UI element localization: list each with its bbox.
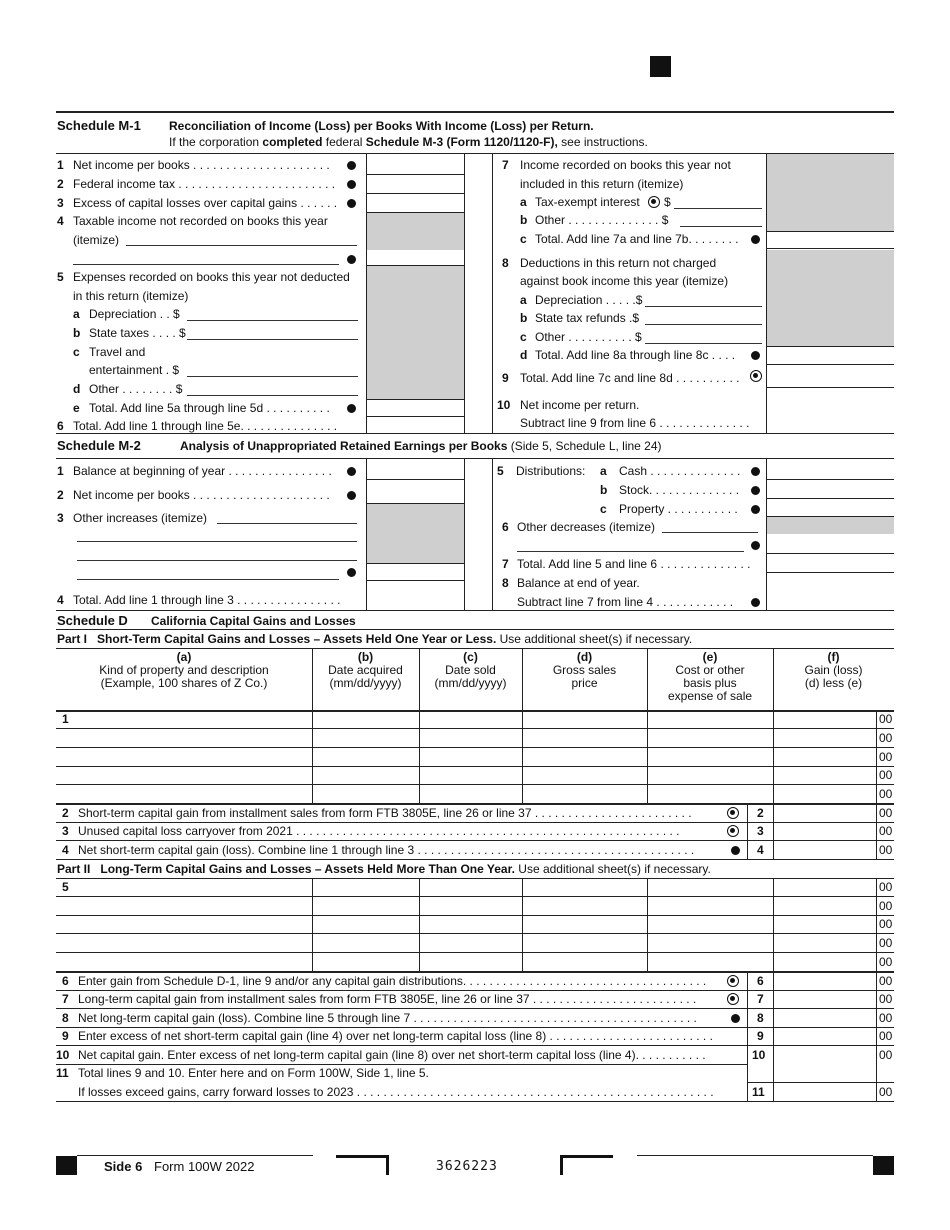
d-line8-num: 8	[62, 1011, 69, 1025]
m2-line8-num: 8	[502, 576, 509, 590]
m1-line5d-label: Other . . . . . . . . $	[89, 382, 183, 396]
d-p1-row-rule-3	[56, 766, 894, 767]
d-col-e-header: (e) Cost or other basis plus expense of sale	[667, 650, 753, 703]
d-line3-cents: 00	[879, 824, 893, 838]
m1-line8c-letter: c	[520, 330, 527, 344]
d-heading: California Capital Gains and Losses	[151, 614, 356, 628]
m1-line5e-label: Total. Add line 5a through line 5d . . . . . . . . . .	[89, 401, 330, 415]
d-line11-num-top	[748, 1082, 894, 1083]
m1-line1-box	[367, 174, 464, 175]
d-col-d-header: (d) Gross sales price	[552, 650, 617, 690]
m1-line5b-letter: b	[73, 326, 81, 340]
d-p1-cents-5: 00	[879, 787, 893, 801]
footer-bracket-right	[560, 1155, 613, 1175]
m1-line5e-bullet	[347, 404, 356, 413]
m1-line5a-letter: a	[73, 307, 80, 321]
d-line9-box-num: 9	[757, 1029, 764, 1043]
m1-bottom-rule	[56, 433, 894, 434]
m2-line2-label: Net income per books . . . . . . . . . . . . . . . . . . . . .	[73, 488, 330, 502]
m2-line5b-letter: b	[600, 483, 608, 497]
d-line7-num: 7	[62, 992, 69, 1006]
d-col-c-header: (c) Date sold (mm/dd/yyyy)	[434, 650, 507, 690]
m2-line5c-bullet	[751, 505, 760, 514]
m1-line3-bullet	[347, 199, 356, 208]
d-line1-num: 1	[62, 712, 69, 726]
m2-line3-field2[interactable]	[77, 541, 357, 542]
m2-heading: Analysis of Unappropriated Retained Earnings per Books (Side 5, Schedule L, line 24)	[180, 439, 662, 453]
m1-line3-box	[367, 212, 464, 213]
m1-divider-b	[464, 153, 465, 433]
d-line6-box-num: 6	[757, 974, 764, 988]
m1-line6-num: 6	[57, 419, 64, 433]
m2-line6-box	[767, 553, 894, 554]
d-line10-label: Net capital gain. Enter excess of net long-term capital gain (line 8) over net short-term capital loss (line 4). . . . . . . . . . .	[78, 1048, 706, 1062]
m1-line8-label: Deductions in this return not charged	[520, 256, 717, 270]
m1-line1-bullet	[347, 161, 356, 170]
m1-line5e-box	[367, 416, 464, 417]
d-line11-box-num: 11	[752, 1085, 765, 1099]
d-line7-ring-icon	[727, 993, 739, 1005]
d-bottom-rule	[56, 1101, 894, 1102]
d-p2-div-d	[522, 878, 523, 971]
m2-line7-num: 7	[502, 557, 509, 571]
m2-line7-box	[767, 572, 894, 573]
m1-line7b-field[interactable]	[680, 226, 762, 227]
m1-line10-num: 10	[497, 398, 511, 412]
footer-mark-left	[56, 1156, 77, 1175]
d-p1-num-col-left	[747, 803, 748, 859]
d-line4-rule	[56, 859, 894, 860]
m1-line9-box	[767, 387, 894, 388]
d-hdr-div-e	[647, 648, 648, 710]
d-line11-num: 11	[56, 1066, 69, 1080]
m2-line5c-letter: c	[600, 502, 607, 516]
m1-line9-ring-icon	[750, 370, 762, 382]
m2-line3-box-top	[367, 563, 464, 564]
m2-line5-num: 5	[497, 464, 504, 478]
m1-line1-num: 1	[57, 158, 64, 172]
d-line10-cents: 00	[879, 1048, 893, 1062]
d-hdr-div-b	[312, 648, 313, 710]
m2-divider-d	[766, 458, 767, 610]
d-p2-cents-5: 00	[879, 955, 893, 969]
d-p2-div-b	[312, 878, 313, 971]
d-line8-bullet	[731, 1014, 740, 1023]
d-part2-header: Part II Long-Term Capital Gains and Losses – Assets Held More Than One Year. Use additional sheet(s) if necessary.	[57, 862, 711, 876]
m2-line8-bullet	[751, 598, 760, 607]
d-line11-label2: If losses exceed gains, carry forward losses to 2023 . . . . . . . . . . . . . . . . . . . . . . . . . . . . . . . . . . . . . . . . . . . . . . . . . . . . . .	[78, 1085, 714, 1099]
d-line8-label: Net long-term capital gain (loss). Combine line 5 through line 7 . . . . . . . . . . . . . . . . . . . . . . . . . . . . . . . . . . . . . . . . . . .	[78, 1011, 697, 1025]
d-p2-cents-2: 00	[879, 899, 893, 913]
m2-line1-bullet	[347, 467, 356, 476]
d-p1-div-d	[522, 710, 523, 803]
d-line2-cents: 00	[879, 806, 893, 820]
d-line2-label: Short-term capital gain from installment sales from form FTB 3805E, line 26 or line 37 . . . . . . . . . . . . . . . . . . . . . . . .	[78, 806, 692, 820]
d-line2-box-num: 2	[757, 806, 764, 820]
m2-line1-label: Balance at beginning of year . . . . . . . . . . . . . . . .	[73, 464, 332, 478]
m2-divider-c	[492, 458, 493, 610]
d-line4-num: 4	[62, 843, 69, 857]
d-p1-cents-2: 00	[879, 731, 893, 745]
footer-rule-right	[637, 1155, 873, 1156]
m1-line8d-letter: d	[520, 348, 528, 362]
m1-line8d-box-top	[767, 346, 894, 347]
d-hdr-div-f	[773, 648, 774, 710]
m1-line5a-field[interactable]	[187, 320, 358, 321]
m1-shade-left-mid	[367, 265, 464, 399]
m2-line2-bullet	[347, 491, 356, 500]
m1-line3-label: Excess of capital losses over capital gains . . . . . .	[73, 196, 338, 210]
m1-line5d-field[interactable]	[187, 395, 358, 396]
d-p1-row-rule-2	[56, 747, 894, 748]
m1-line4-label: Taxable income not recorded on books this year	[73, 214, 328, 228]
m2-line3-field3[interactable]	[77, 560, 357, 561]
d-line9-label: Enter excess of net short-term capital gain (line 4) over net long-term capital loss (line 8) . . . . . . . . . . . . . . . . . . . . . . . . .	[78, 1029, 713, 1043]
d-line7-rule	[56, 1008, 894, 1009]
m2-head-rule	[56, 458, 894, 459]
d-line3-num: 3	[62, 824, 69, 838]
m2-line5b-label: Stock. . . . . . . . . . . . . .	[619, 483, 740, 497]
m1-top-rule	[56, 111, 894, 113]
m1-line7c-letter: c	[520, 232, 527, 246]
d-hdr-div-d	[522, 648, 523, 710]
m1-line5e-box-top	[367, 399, 464, 400]
d-part1-header: Part I Short-Term Capital Gains and Losses – Assets Held One Year or Less. Use additional sheet(s) if necessary.	[57, 632, 693, 646]
d-line8-box-num: 8	[757, 1011, 764, 1025]
m1-line4-itemize: (itemize)	[73, 233, 120, 247]
m1-line8c-label: Other . . . . . . . . . . $	[535, 330, 642, 344]
d-line2-num: 2	[62, 806, 69, 820]
d-p2-row-rule-2	[56, 915, 894, 916]
d-line6-cents: 00	[879, 974, 893, 988]
m1-line8a-label: Depreciation . . . . .$	[535, 293, 643, 307]
d-head-rule	[56, 629, 894, 630]
d-line6-ring-icon	[727, 975, 739, 987]
d-line7-label: Long-term capital gain from installment sales from form FTB 3805E, line 26 or line 37 . . . . . . . . . . . . . . . . . . . . . . . . .	[78, 992, 697, 1006]
m1-line5b-label: State taxes . . . . $	[89, 326, 186, 340]
m1-line5a-label: Depreciation . . $	[89, 307, 180, 321]
d-line4-box-num: 4	[757, 843, 764, 857]
m2-shade-left	[367, 503, 464, 563]
m2-line2-num: 2	[57, 488, 64, 502]
m1-line8d-bullet	[751, 351, 760, 360]
d-p1-div-f	[773, 710, 774, 803]
d-line2-rule	[56, 822, 894, 823]
m1-line7c-box	[767, 248, 894, 249]
d-title: Schedule D	[57, 613, 128, 628]
m2-line5b-box	[767, 498, 894, 499]
m1-title: Schedule M-1	[57, 118, 141, 133]
m1-line2-box	[367, 193, 464, 194]
m2-line4-num: 4	[57, 593, 64, 607]
d-part2-rule	[56, 878, 894, 879]
d-line5-num: 5	[62, 880, 69, 894]
d-p1-row-rule-1	[56, 728, 894, 729]
m1-line7c-box-top	[767, 231, 894, 232]
m1-subheading: If the corporation completed federal Schedule M-3 (Form 1120/1120-F), see instructions.	[169, 135, 648, 149]
d-line3-rule	[56, 840, 894, 841]
m1-line7a-label: Tax-exempt interest	[535, 195, 640, 209]
m1-line7b-label: Other . . . . . . . . . . . . . . $	[535, 213, 669, 227]
m1-line2-num: 2	[57, 177, 64, 191]
footer-code: 3626223	[436, 1159, 498, 1174]
m1-line5d-letter: d	[73, 382, 81, 396]
d-p1-cents-3: 00	[879, 750, 893, 764]
d-p1-div-c	[419, 710, 420, 803]
d-line9-num: 9	[62, 1029, 69, 1043]
m2-title: Schedule M-2	[57, 438, 141, 453]
d-p2-div-e	[647, 878, 648, 971]
m2-line5-label: Distributions:	[516, 464, 586, 478]
m1-divider-c	[492, 153, 493, 433]
m1-heading: Reconciliation of Income (Loss) per Books With Income (Loss) per Return.	[169, 119, 594, 133]
m2-line6-label: Other decreases (itemize)	[517, 520, 656, 534]
m1-shade-right-mid	[767, 250, 894, 346]
m1-line8d-box	[767, 364, 894, 365]
m1-line8a-letter: a	[520, 293, 527, 307]
d-p2-cents-3: 00	[879, 917, 893, 931]
d-line10-box-num: 10	[752, 1048, 766, 1062]
m2-line1-box	[367, 479, 464, 480]
d-p1-div-e	[647, 710, 648, 803]
m2-line6-num: 6	[502, 520, 509, 534]
m1-line5c-letter: c	[73, 345, 80, 359]
m2-line7-label: Total. Add line 5 and line 6 . . . . . . . . . . . . . .	[517, 557, 751, 571]
m1-line4-box	[367, 265, 464, 266]
m1-line6-label: Total. Add line 1 through line 5e. . . . . . . . . . . . . . .	[73, 419, 338, 433]
m1-line8c-field[interactable]	[645, 343, 762, 344]
d-p2-cents-4: 00	[879, 936, 893, 950]
m1-line10-label2: Subtract line 9 from line 6 . . . . . . . . . . . . . .	[520, 416, 750, 430]
m1-shade-right-top	[767, 154, 894, 231]
m1-line8b-letter: b	[520, 311, 528, 325]
d-col-a-header: (a) Kind of property and description (Example, 100 shares of Z Co.)	[99, 650, 269, 690]
m1-line4-bullet	[347, 255, 356, 264]
d-line4-label: Net short-term capital gain (loss). Combine line 1 through line 3 . . . . . . . . . . . . . . . . . . . . . . . . . . . . . . . . . . . . . . . . . .	[78, 843, 695, 857]
m1-line7c-bullet	[751, 235, 760, 244]
m2-line5a-box	[767, 479, 894, 480]
d-line6-label: Enter gain from Schedule D-1, line 9 and/or any capital gain distributions. . . . . . . . . . . . . . . . . . . . . . . . . . . . . . . . . . . . .	[78, 974, 707, 988]
m1-line7a-field[interactable]	[674, 208, 762, 209]
footer-form: Form 100W 2022	[154, 1159, 255, 1174]
d-line8-cents: 00	[879, 1011, 893, 1025]
d-col-f-header: (f) Gain (loss) (d) less (e)	[804, 650, 863, 690]
m2-line8-label2: Subtract line 7 from line 4 . . . . . . . . . . . .	[517, 595, 734, 609]
m2-line2-box	[367, 503, 464, 504]
m1-line4-field2[interactable]	[73, 264, 339, 265]
d-line4-bullet	[731, 846, 740, 855]
d-line3-label: Unused capital loss carryover from 2021 . . . . . . . . . . . . . . . . . . . . . . . . . . . . . . . . . . . . . . . . . . . . . . . . . . . . . . . . . .	[78, 824, 680, 838]
d-line6-rule	[56, 990, 894, 991]
m1-line7a-ring-icon	[648, 196, 660, 208]
d-p1-cents-4: 00	[879, 768, 893, 782]
m1-line2-bullet	[347, 180, 356, 189]
m2-line3-num: 3	[57, 511, 64, 525]
d-part1-rule	[56, 648, 894, 649]
m1-line4-field1[interactable]	[126, 245, 357, 246]
footer-mark-right	[873, 1156, 894, 1175]
m2-line5a-label: Cash . . . . . . . . . . . . . .	[619, 464, 741, 478]
d-p2-row-rule-5	[56, 971, 894, 973]
m1-line5c-field[interactable]	[187, 376, 358, 377]
d-line7-cents: 00	[879, 992, 893, 1006]
d-line6-num: 6	[62, 974, 69, 988]
m1-line5-label2: in this return (itemize)	[73, 289, 189, 303]
m1-line7-label2: included in this return (itemize)	[520, 177, 684, 191]
m1-line9-label: Total. Add line 7c and line 8d . . . . . . . . . .	[520, 371, 740, 385]
m1-line7-label: Income recorded on books this year not	[520, 158, 731, 172]
d-p2-cents-1: 00	[879, 880, 893, 894]
d-line9-cents: 00	[879, 1029, 893, 1043]
m2-line6-bullet	[751, 541, 760, 550]
d-line11-label: Total lines 9 and 10. Enter here and on Form 100W, Side 1, line 5.	[78, 1066, 429, 1080]
m1-shade-left-line4	[367, 212, 464, 250]
d-line10-rule	[56, 1064, 748, 1065]
d-line3-ring-icon	[727, 825, 739, 837]
m2-line5b-bullet	[751, 486, 760, 495]
m1-line7b-letter: b	[520, 213, 528, 227]
m2-line3-label: Other increases (itemize)	[73, 511, 208, 525]
d-line11-cents: 00	[879, 1085, 893, 1099]
m2-line5a-letter: a	[600, 464, 607, 478]
d-col-b-header: (b) Date acquired (mm/dd/yyyy)	[328, 650, 403, 690]
m1-line1-label: Net income per books . . . . . . . . . . . . . . . . . . . . .	[73, 158, 330, 172]
m2-line3-box	[367, 580, 464, 581]
m1-line8-label2: against book income this year (itemize)	[520, 274, 729, 288]
d-line2-ring-icon	[727, 807, 739, 819]
d-line9-rule	[56, 1045, 894, 1046]
d-p1-div-b	[312, 710, 313, 803]
d-p2-row-rule-4	[56, 952, 894, 953]
m1-line5-label: Expenses recorded on books this year not deducted	[73, 270, 350, 284]
m2-divider-b	[464, 458, 465, 610]
m2-shade-right	[767, 516, 894, 534]
d-p2-div-c	[419, 878, 420, 971]
m1-line10-label: Net income per return.	[520, 398, 640, 412]
d-p2-row-rule-3	[56, 933, 894, 934]
d-hdr-div-c	[419, 648, 420, 710]
d-p2-div-f	[773, 878, 774, 971]
footer-bracket-left	[336, 1155, 389, 1175]
m1-line7a-letter: a	[520, 195, 527, 209]
m1-line7c-label: Total. Add line 7a and line 7b. . . . . . . .	[535, 232, 739, 246]
m2-line6-field1[interactable]	[662, 532, 758, 533]
d-line10-num: 10	[56, 1048, 70, 1062]
m2-line5c-label: Property . . . . . . . . . . .	[619, 502, 738, 516]
footer-rule-left	[77, 1155, 313, 1156]
m1-line8a-field[interactable]	[645, 306, 762, 307]
m1-line7-num: 7	[502, 158, 509, 172]
m1-line8b-label: State tax refunds .$	[535, 311, 640, 325]
m2-line5a-bullet	[751, 467, 760, 476]
m1-line5-num: 5	[57, 270, 64, 284]
m2-line1-num: 1	[57, 464, 64, 478]
m1-line3-num: 3	[57, 196, 64, 210]
d-hdr-bottom-rule	[56, 710, 894, 712]
m2-line8-label: Balance at end of year.	[517, 576, 640, 590]
m2-line6-field2[interactable]	[517, 551, 744, 552]
m1-line5c-label2: entertainment . $	[89, 363, 180, 377]
d-line8-rule	[56, 1027, 894, 1028]
m2-line5c-box	[767, 516, 894, 517]
d-p1-row-rule-5	[56, 803, 894, 805]
m1-line8-num: 8	[502, 256, 509, 270]
m1-line9-num: 9	[502, 371, 509, 385]
d-line4-cents: 00	[879, 843, 893, 857]
m2-line3-field1[interactable]	[217, 523, 357, 524]
registration-mark	[650, 56, 671, 77]
d-line7-box-num: 7	[757, 992, 764, 1006]
m2-line3-field4[interactable]	[77, 579, 339, 580]
m1-line8d-label: Total. Add line 8a through line 8c . . . .	[535, 348, 736, 362]
d-p1-row-rule-4	[56, 784, 894, 785]
m2-line4-label: Total. Add line 1 through line 3 . . . . . . . . . . . . . . . .	[73, 593, 341, 607]
m1-line5b-field[interactable]	[187, 339, 358, 340]
d-p1-num-col-right	[773, 803, 774, 859]
m1-line2-label: Federal income tax . . . . . . . . . . . . . . . . . . . . . . . .	[73, 177, 336, 191]
m1-line8b-field[interactable]	[645, 324, 762, 325]
m1-line4-num: 4	[57, 214, 64, 228]
d-p2-row-rule-1	[56, 896, 894, 897]
m1-line5c-label: Travel and	[89, 345, 146, 359]
m2-bottom-rule	[56, 610, 894, 611]
m2-line3-bullet	[347, 568, 356, 577]
m1-line7a-dollar: $	[664, 195, 671, 209]
d-p1-cents-1: 00	[879, 712, 893, 726]
footer-side: Side 6	[104, 1159, 143, 1174]
d-line3-box-num: 3	[757, 824, 764, 838]
m1-line5e-letter: e	[73, 401, 80, 415]
